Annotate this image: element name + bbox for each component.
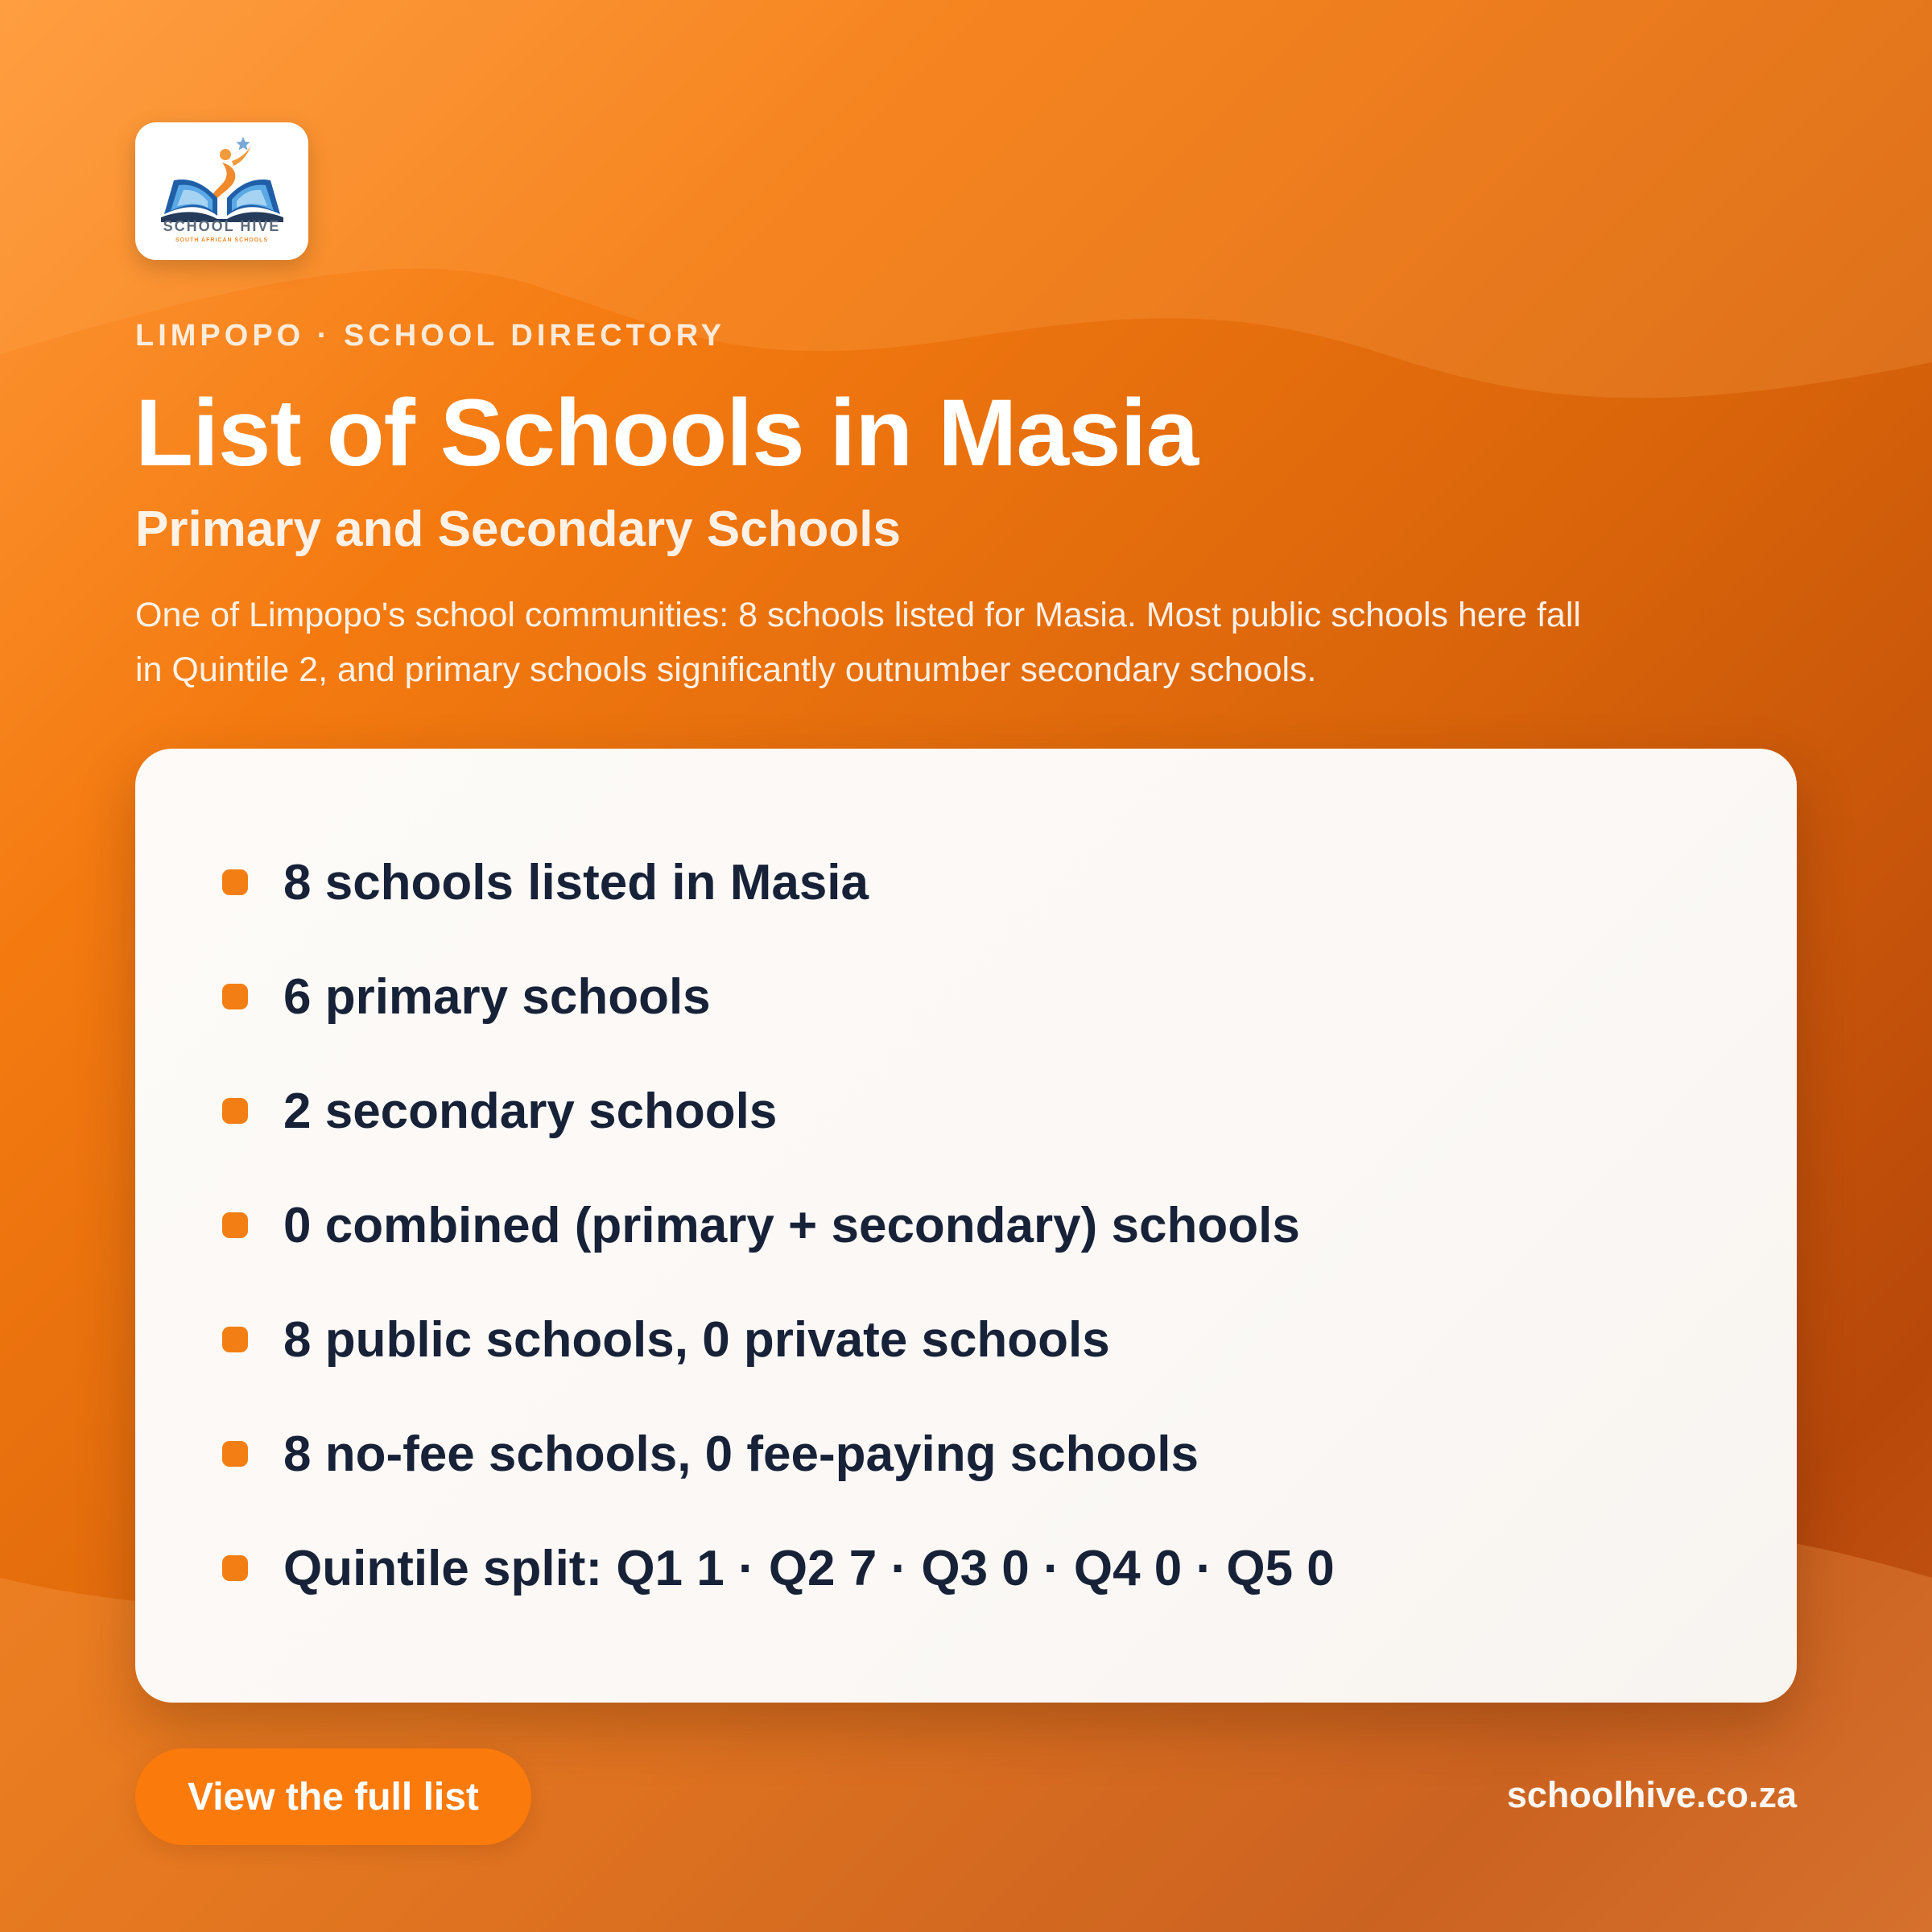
school-hive-logo	[135, 122, 308, 260]
logo-tagline: SOUTH AFRICAN SCHOOLS	[175, 237, 269, 243]
stat-text: 8 no-fee schools, 0 fee-paying schools	[283, 1426, 1199, 1482]
logo-wordmark: SCHOOL HIVE	[163, 218, 281, 234]
stat-quintile-split	[222, 1528, 1335, 1608]
bullet-icon	[222, 1327, 248, 1352]
page-description: One of Limpopo's school communities: 8 schools listed for Masia. Most public schools here fall in Quintile 2, and primary schools significantly outnumber secondary schools.	[135, 596, 1581, 689]
stat-text: 2 secondary schools	[283, 1083, 778, 1139]
stats-panel	[135, 749, 1797, 1703]
eyebrow-label: LIMPOPO · SCHOOL DIRECTORY	[135, 319, 726, 353]
bullet-icon	[222, 869, 248, 895]
page-subtitle: Primary and Secondary Schools	[135, 502, 902, 557]
stat-text: Quintile split: Q1 1 · Q2 7 · Q3 0 · Q4 0 · Q5 0	[283, 1540, 1335, 1596]
stat-fee-status	[222, 1414, 1199, 1494]
stat-total-schools	[222, 842, 869, 923]
open-book-icon	[158, 134, 287, 229]
bullet-icon	[222, 1098, 248, 1124]
stat-text: 8 public schools, 0 private schools	[283, 1311, 1110, 1368]
stat-text: 0 combined (primary + secondary) schools	[283, 1197, 1300, 1253]
stat-combined-schools	[222, 1185, 1300, 1265]
stat-primary-schools	[222, 956, 711, 1037]
bullet-icon	[222, 1555, 248, 1581]
stat-secondary-schools	[222, 1071, 777, 1151]
page-title: List of Schools in Masia	[135, 380, 1199, 486]
view-full-list-button[interactable]: View the full list	[135, 1748, 531, 1845]
stat-text: 6 primary schools	[283, 968, 711, 1025]
stat-text: 8 schools listed in Masia	[283, 854, 869, 910]
site-url: schoolhive.co.za	[1506, 1774, 1797, 1815]
bullet-icon	[222, 1212, 248, 1238]
bullet-icon	[222, 984, 248, 1009]
stat-public-private	[222, 1299, 1110, 1380]
bullet-icon	[222, 1441, 248, 1467]
